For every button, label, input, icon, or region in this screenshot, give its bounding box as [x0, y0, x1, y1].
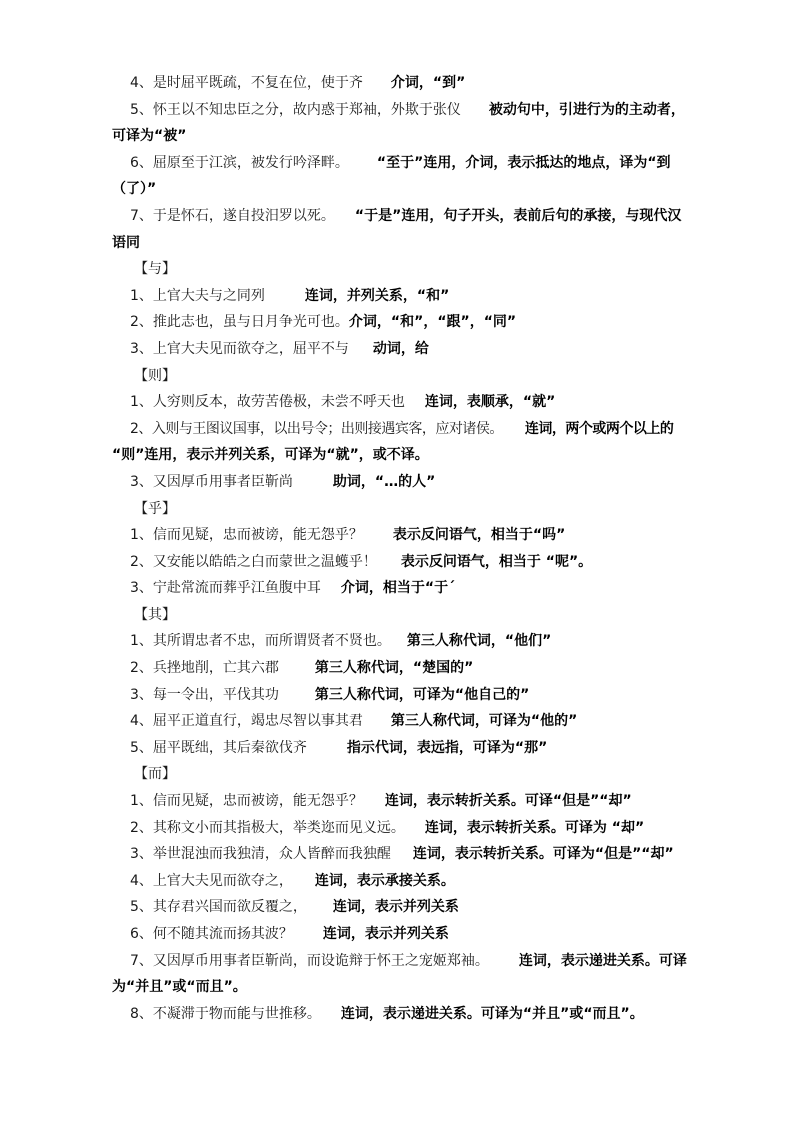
entry-continuation — [112, 442, 692, 469]
source-sentence: 5、屈平既绌，其后秦欲伐齐 — [130, 739, 307, 756]
source-sentence: 1、信而见疑，忠而被谤，能无怨乎？ — [130, 527, 363, 544]
entry-line — [112, 336, 692, 363]
source-sentence: 3、举世混浊而我独清，众人皆醉而我独醒 — [130, 846, 391, 863]
section-heading: 【乎】 — [134, 500, 176, 517]
entry-line — [112, 868, 692, 895]
source-sentence: 5、怀王以不知忠臣之分，故内惑于郑袖，外欺于张仪 — [130, 101, 461, 118]
entry-line — [112, 655, 692, 682]
annotation: 表示反问语气，相当于“吗” — [392, 527, 566, 544]
source-sentence: 3、又因厚币用事者臣靳尚 — [130, 473, 293, 490]
entry-line — [112, 628, 692, 655]
entry-line — [112, 416, 692, 443]
entry-line — [112, 283, 692, 310]
annotation: 连词，表示并列关系 — [322, 926, 449, 942]
section-heading: 【其】 — [134, 606, 176, 623]
source-sentence: 6、屈原至于江滨，被发行吟泽畔。 — [130, 154, 349, 171]
source-sentence: 1、上官大夫与之同列 — [130, 287, 265, 304]
entry-line — [112, 815, 692, 842]
entry-line — [112, 788, 692, 815]
entry-line — [112, 469, 692, 496]
source-sentence: 8、不凝滞于物而能与世推移。 — [130, 1005, 321, 1022]
source-sentence: 4、屈平正道直行，竭忠尽智以事其君 — [130, 713, 363, 730]
annotation: 连词，表示并列关系 — [332, 899, 459, 916]
source-sentence: 2、兵挫地削，亡其六郡 — [130, 660, 279, 677]
annotation: 连词，两个或两个以上的 — [524, 420, 674, 437]
annotation: 第三人称代词，可译为“他自己的” — [314, 686, 530, 703]
annotation: 动词，给 — [372, 340, 429, 357]
annotation: 介词，“和”，“跟”，“同” — [348, 314, 517, 331]
section-heading: 【而】 — [134, 766, 176, 783]
entry-continuation — [112, 230, 692, 257]
document-body — [112, 70, 692, 1027]
source-sentence: 5、其存君兴国而欲反覆之， — [130, 899, 307, 916]
entry-line — [112, 948, 692, 975]
annotation: 表示反问语气，相当于 “呢”。 — [400, 553, 593, 570]
entry-continuation — [112, 176, 692, 203]
section-heading: 【与】 — [134, 261, 176, 278]
entry-line — [112, 150, 692, 177]
entry-line — [112, 1001, 692, 1028]
annotation: 第三人称代词，“他们” — [406, 633, 552, 650]
annotation: “则”连用，表示并列关系，可译为“就”，或不译。 — [112, 447, 429, 464]
annotation: 连词，表示转折关系。可译为 “却” — [424, 819, 645, 836]
annotation: 可译为“被” — [112, 128, 187, 145]
source-sentence: 4、是时屈平既疏，不复在位，使于齐 — [130, 75, 363, 91]
annotation: 被动句中，引进行为的主动者， — [488, 101, 685, 118]
entry-line — [112, 97, 692, 124]
entry-line — [112, 389, 692, 416]
annotation: “于是”连用，句子开头，表前后句的承接，与现代汉 — [354, 207, 682, 224]
source-sentence: 1、信而见疑，忠而被谤，能无怨乎？ — [130, 793, 363, 810]
annotation: 助词，“…的人” — [332, 473, 436, 490]
source-sentence: 2、推此志也，虽与日月争光可也。 — [130, 314, 349, 331]
annotation: 连词，表顺承，“就” — [424, 394, 556, 411]
annotation: 语同 — [112, 234, 140, 251]
entry-line — [112, 309, 692, 336]
annotation: 连词，表示递进关系。可译 — [518, 952, 687, 969]
annotation: 为“并且”或“而且”。 — [112, 979, 247, 996]
annotation: 连词，表示递进关系。可译为“并且”或“而且”。 — [340, 1005, 644, 1022]
source-sentence: 2、其称文小而其指极大，举类迩而见义远。 — [130, 819, 405, 836]
entry-line — [112, 894, 692, 921]
source-sentence: 3、上官大夫见而欲夺之，屈平不与 — [130, 340, 349, 357]
source-sentence: 2、又安能以皓皓之白而蒙世之温蠖乎！ — [130, 553, 377, 570]
entry-line — [112, 549, 692, 576]
entry-line — [112, 203, 692, 230]
source-sentence: 6、何不随其流而扬其波？ — [130, 926, 293, 942]
entry-line — [112, 575, 692, 602]
source-sentence: 1、人穷则反本，故劳苦倦极，未尝不呼天也 — [130, 394, 405, 411]
entry-continuation — [112, 974, 692, 1001]
annotation: 连词，表示承接关系。 — [314, 872, 455, 889]
entry-line — [112, 682, 692, 709]
section-heading: 【则】 — [134, 367, 176, 384]
annotation: 第三人称代词，可译为“他的” — [390, 713, 578, 730]
annotation: （了）” — [112, 181, 157, 198]
annotation: “至于”连用，介词，表示抵达的地点，译为“到 — [376, 154, 671, 171]
annotation: 指示代词，表远指，可译为“那” — [346, 739, 548, 756]
entry-line — [112, 921, 692, 948]
entry-line — [112, 522, 692, 549]
annotation: 连词，并列关系，“和” — [304, 287, 450, 304]
annotation: 介词，相当于“于ˊ — [340, 580, 456, 597]
source-sentence: 1、其所谓忠者不忠，而所谓贤者不贤也。 — [130, 633, 391, 650]
source-sentence: 4、上官大夫见而欲夺之， — [130, 872, 293, 889]
entry-line — [112, 70, 692, 97]
source-sentence: 2、入则与王图议国事，以出号令；出则接遇宾客，应对诸侯。 — [130, 420, 503, 437]
entry-line — [112, 708, 692, 735]
annotation: 介词，“到” — [390, 75, 466, 91]
source-sentence: 7、于是怀石，遂自投汨罗以死。 — [130, 207, 335, 224]
source-sentence: 7、又因厚币用事者臣靳尚，而设诡辩于怀王之宠姬郑袖。 — [130, 952, 489, 969]
annotation: 连词，表示转折关系。可译为“但是”“却” — [412, 846, 674, 863]
entry-line — [112, 841, 692, 868]
annotation: 第三人称代词，“楚国的” — [314, 660, 474, 677]
source-sentence: 3、每一令出，平伐其功 — [130, 686, 279, 703]
source-sentence: 3、宁赴常流而葬乎江鱼腹中耳 — [130, 580, 321, 597]
entry-continuation — [112, 123, 692, 150]
annotation: 连词，表示转折关系。可译“但是”“却” — [384, 793, 632, 810]
entry-line — [112, 735, 692, 762]
